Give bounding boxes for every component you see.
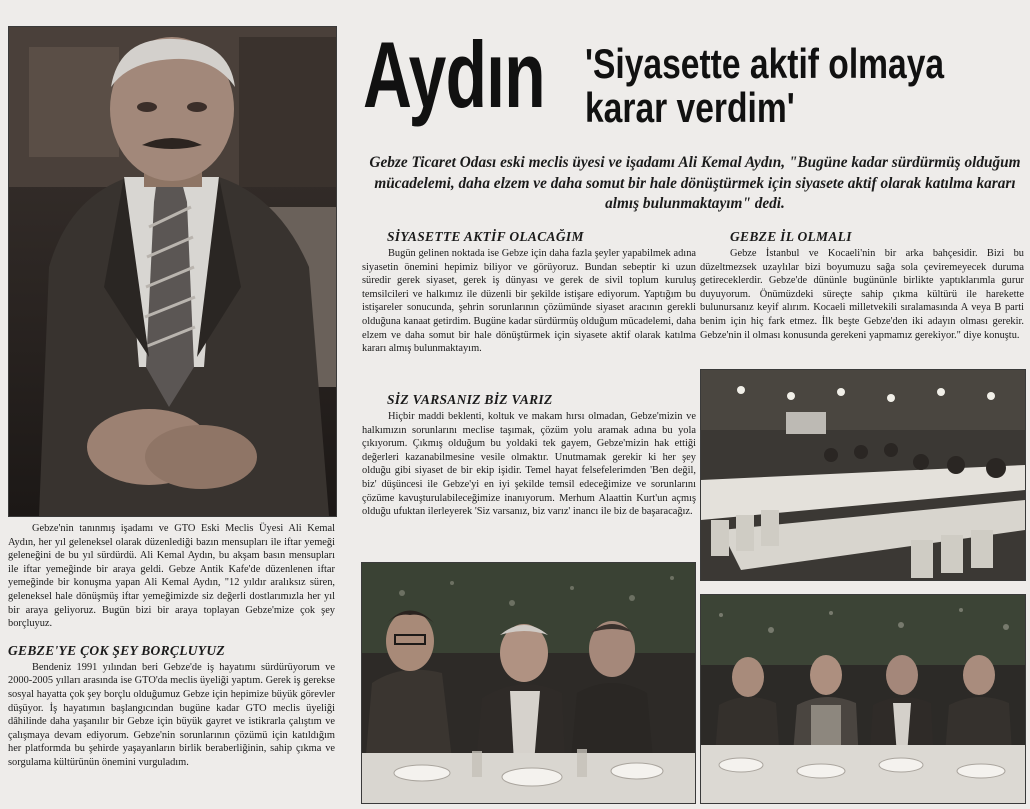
section-title: GEBZE'YE ÇOK ŞEY BORÇLUYUZ (8, 642, 225, 658)
dinner-photo-center (361, 562, 696, 804)
headline-name: Aydın (363, 22, 545, 127)
section-title: SİYASETTE AKTİF OLACAĞIM (387, 229, 584, 244)
section-title: GEBZE İL OLMALI (730, 229, 852, 244)
section-body: Bugün gelinen noktada ise Gebze için daha fazla şeyler yapabilmek adına siyasetin önemini hepimiz biliyor ve görüyoruz. Bundan sebeptir ki uzun süredir gerek siyaset, gerek iş dünyası ve gerek de sivil toplum kuruluş temsilcileri ve halkımız ile düzenli bir şekilde istişare ediyorum. Yaptığım bu istişareler sonucunda, şehrin sorunlarının çözümünde siyaset aracının gerekli olduğuna kanaat getirdim. Bugüne kadar sürdürmüş olduğum mücadelemi, daha elzem ve daha somut bir hale dönüştürmek için siyasete aktif olarak katılma kararı almış bulunmaktayım. (362, 248, 696, 355)
section-body: Gebze İstanbul ve Kocaeli'nin bir arka bahçesidir. Bizi bu düzeltmezsek uzaylılar bizi boyumuzu sağa sola çeviremeyecek duruma getireceklerdir. Gebze'de dününle bugününle birlikte yaptıklarımla gurur duyuyorum. Önümüzdeki süreçte sahip çıkma kültürü ile harekette bulunursanız keyif alırım. Kocaeli milletvekili sıralamasında A veya B parti benim için hiç fark etmez. İlk beşte Gebze'den iki adayın olması gerekir. Gebze'nin il olması konusunda gerekeni yapmamız gerekiyor." diye konuştu. (700, 248, 1024, 341)
section-siyaset (362, 229, 696, 356)
intro-column (8, 522, 335, 770)
group-illustration (701, 595, 1025, 803)
group-photo-right (700, 594, 1026, 804)
restaurant-illustration (701, 370, 1025, 580)
section-body: Bendeniz 1991 yılından beri Gebze'de iş hayatımı sürdürüyorum ve 2000-2005 yılları arasında ise GTO'da meclis üyeliği yaptım. Gerek iş gerekse sosyal hayatta çok şey borçlu olduğumuz Gebze için hepimize büyük görevler düşüyor. İş hayatımın başlangıcından bugüne kadar GTO meclis üyeliği dâhilinde daha yaşanılır bir Gebze için büyük gayret ve istikrarla çalıştım ve çalışmaya devam ediyorum. Gebze'nin sorunlarının çözümü için katıldığım her platformda bu şehirde yaşayanların birlik beraberliğinin, sahip çıkma ve sorgulama kültürünün önemini vurguladım. (8, 661, 335, 768)
headline (363, 22, 1023, 158)
intro-paragraph: Gebze'nin tanınmış işadamı ve GTO Eski Meclis Üyesi Ali Kemal Aydın, her yıl geleneksel olarak düzenlediği bazın mensupları ile iftar yemeği geleneğini de bu yıl sürdürdü. Ali Kemal Aydın, bu akşam basın mensupları ile iftar yemeğinde bir araya geldi. Gebze Antik Kafe'de düzenlenen iftar yemeğinde bir konuşma yapan Ali Kemal Aydın, "12 yıldır aralıksız süren, geleneksel hale dönüşmüş iftar yemeğimizde siz değerli dostlarımızla her yıl bir araya geliyoruz. Bugün bizi bir araya toplayan Gebze'mize çok şey borçluyuz. (8, 523, 335, 630)
section-title: SİZ VARSANIZ BİZ VARIZ (387, 392, 553, 407)
portrait-photo (8, 26, 337, 517)
deck-summary: Gebze Ticaret Odası eski meclis üyesi ve işadamı Ali Kemal Aydın, "Bugüne kadar sürdürmüş olduğum mücadelemi, daha elzem ve daha somut bir hale dönüştürmek için siyasete aktif olarak katılma kararı almış bulunmaktayım" dedi. (369, 154, 1021, 212)
portrait-illustration (9, 27, 336, 516)
section-body: Hiçbir maddi beklenti, koltuk ve makam hırsı olmadan, Gebze'mizin ve halkımızın sorunlarını meclise taşımak, çözüm yolu aramak adına bu yola çıkıyorum. Çıkmış olduğum bu yoldaki tek gayem, Gebze'mizin hak ettiği değerleri kazanabilmesine vesile olmaktır. Unutmamak gerekir ki her şey olduğu gibi siyaset de bir ekip işidir. Temel hayat felsefelerimden 'Ben değil, biz' düşüncesi ile Gebze'yi en iyi şekilde temsil edeceğimize ve sorunlarını çözüme kavuşturulabileceğimize inanıyorum. Merhum Alaattin Kurt'un açmış olduğu ufuktan ilerleyerek 'Siz varsanız, biz varız' inancı ile biz de başaracağız. (362, 411, 696, 518)
section-varsaniz (362, 392, 696, 519)
section-il (700, 229, 1024, 342)
dinner-illustration (362, 563, 695, 803)
headline-quote: 'Siyasette aktif olmaya karar verdim' (585, 40, 945, 131)
restaurant-photo (700, 369, 1026, 581)
